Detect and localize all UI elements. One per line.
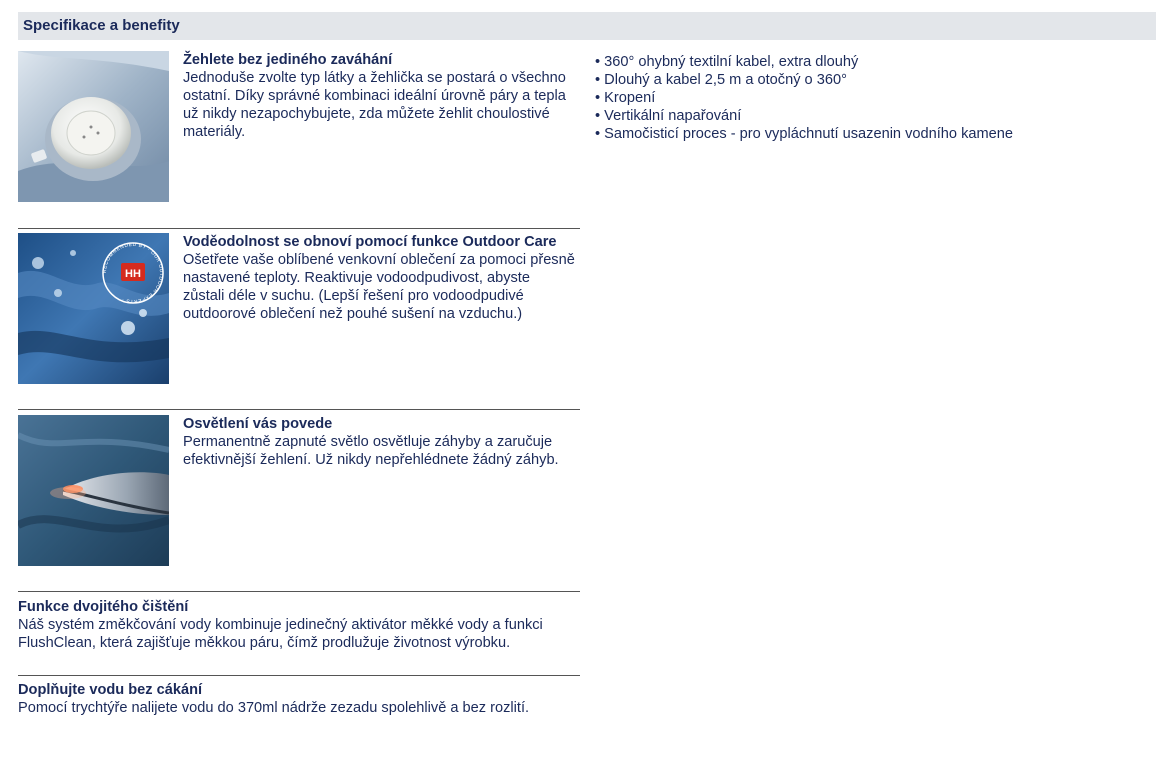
feature-double-cleaning [18, 598, 563, 652]
feature-text [183, 233, 575, 323]
feature-text [183, 415, 575, 469]
feature-light-guide [18, 415, 580, 570]
badge-ring-text: RECOMMENDED BY · OUR OUTDOOR EXPERTS · [101, 241, 165, 305]
feature-title: Funkce dvojitého čištění [18, 599, 189, 615]
feature-body: Pomocí trychtýře nalijete vodu do 370ml nádrže zezadu spolehlivě a bez rozlití. [18, 700, 530, 716]
feature-body: Jednoduše zvolte typ látky a žehlička se postará o všechno ostatní. Díky správné kombinaci ideální úrovně páry a tepla už nikdy nezapochybujete, zda můžete žehlit choulostivé materiály. [183, 70, 566, 140]
hh-badge-text: HH [125, 268, 141, 280]
feature-body: Náš systém změkčování vody kombinuje jedinečný aktivátor měkké vody a funkci FlushClean, která zajišťuje měkkou páru, čímž prodlužuje životnost výrobku. [18, 617, 543, 651]
divider [18, 228, 580, 229]
feature-title: Žehlete bez jediného zaváhání [183, 52, 393, 68]
section-title: Specifikace a benefity [23, 17, 180, 34]
feature-outdoor-care [18, 233, 580, 388]
feature-no-splash-refill [18, 681, 563, 717]
feature-title: Doplňujte vodu bez cákání [18, 682, 203, 698]
list-item: • 360° ohybný textilní kabel, extra dlouhý [595, 53, 1155, 71]
list-item: • Samočisticí proces - pro vypláchnutí usazenin vodního kamene [595, 125, 1155, 143]
list-item: • Kropení [595, 89, 1155, 107]
divider [18, 675, 580, 676]
iron-dial-image [18, 51, 169, 202]
feature-title: Osvětlení vás povede [183, 416, 333, 432]
feature-title: Voděodolnost se obnoví pomocí funkce Outdoor Care [183, 234, 557, 250]
spec-list [595, 53, 1155, 143]
divider [18, 591, 580, 592]
divider [18, 409, 580, 410]
list-item: • Vertikální napařování [595, 107, 1155, 125]
feature-body: Ošetřete vaše oblíbené venkovní oblečení za pomoci přesně nastavené teploty. Reaktivuje vodoodpudivost, abyste zůstali déle v suchu. (Lepší řešení pro vodoodpudivé outdoorové oblečení než pouhé sušení na vzduchu.) [183, 252, 575, 322]
iron-light-image [18, 415, 169, 566]
list-item: • Dlouhý a kabel 2,5 m a otočný o 360° [595, 71, 1155, 89]
section-header [18, 12, 1156, 40]
feature-body: Permanentně zapnuté světlo osvětluje záhyby a zaručuje efektivnější žehlení. Už nikdy nepřehlédnete žádný záhyb. [183, 434, 559, 468]
feature-text [183, 51, 575, 141]
feature-precise-ironing [18, 51, 580, 206]
outdoor-fabric-image [18, 233, 169, 384]
